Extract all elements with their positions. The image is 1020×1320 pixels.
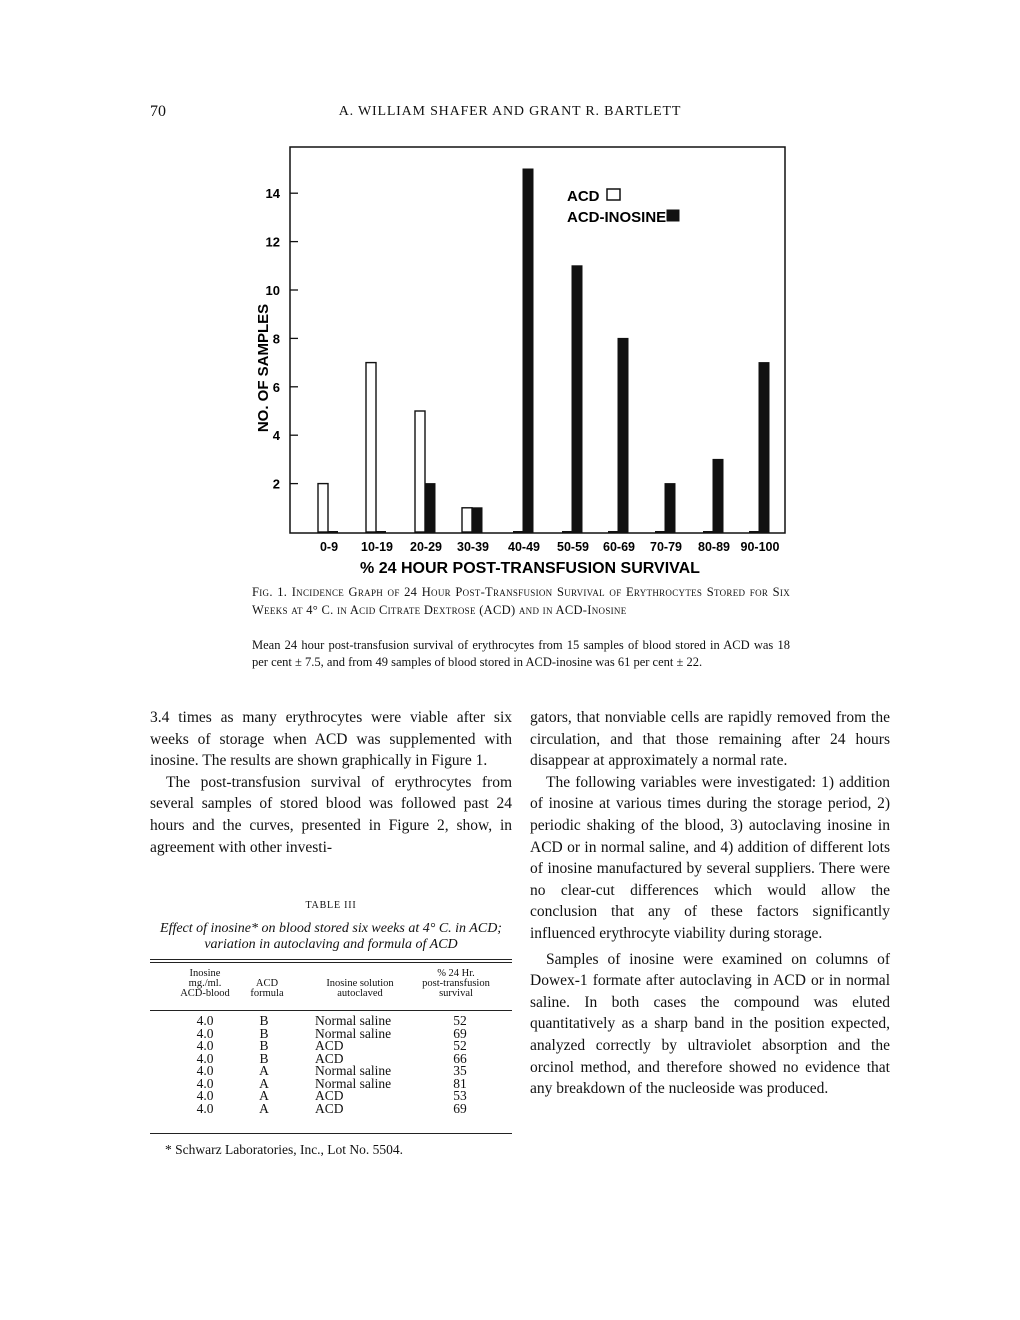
table-cell: A [259, 1100, 269, 1116]
y-tick-label: 8 [272, 331, 280, 347]
table-cell: B [259, 1038, 269, 1053]
table-cell: 4.0 [196, 1075, 214, 1091]
bar-acd-inosine [713, 459, 723, 532]
x-tick-label: 40-49 [508, 540, 540, 554]
y-tick-label: 10 [265, 283, 280, 298]
x-axis-label: % 24 HOUR POST-TRANSFUSION SURVIVAL [360, 560, 700, 577]
table-footnote: * Schwarz Laboratories, Inc., Lot No. 5504. [165, 1142, 404, 1157]
x-tick-label: 90-100 [740, 540, 780, 554]
table-cell: 81 [453, 1075, 467, 1091]
table-cell: A [259, 1063, 269, 1078]
table-cell: 4.0 [196, 1013, 214, 1028]
figure-caption-note: Mean 24 hour post-transfusion survival of erythrocytes from 15 samples of blood stored in ACD was 18 per cent ± 7.5, and from 49 samples of blood stored in ACD-inosine was 61 per cent ± 22. [252, 638, 790, 669]
legend-swatch-acd-inosine [667, 210, 679, 221]
left-column [150, 707, 512, 858]
table-cell: 52 [453, 1013, 467, 1028]
table-cell: 69 [453, 1025, 467, 1041]
table-cell: B [259, 1013, 269, 1028]
table-cell: 4.0 [196, 1050, 214, 1066]
bar-acd-inosine [523, 169, 533, 532]
x-tick-label: 20-29 [410, 540, 442, 554]
x-tick-label: 80-89 [698, 540, 730, 554]
bar-acd-inosine [618, 338, 628, 532]
table-cell: Normal saline [315, 1025, 392, 1041]
table-cell: 52 [453, 1038, 467, 1053]
table-cell: 66 [453, 1050, 467, 1066]
bar-acd-inosine [572, 266, 582, 532]
bar-acd-inosine [759, 363, 769, 532]
table-cell: Normal saline [315, 1013, 392, 1028]
table-cell: 69 [453, 1100, 467, 1116]
running-header: A. WILLIAM SHAFER AND GRANT R. BARTLETT [338, 104, 682, 119]
x-tick-label: 30-39 [457, 540, 489, 554]
y-tick-label: 2 [272, 476, 280, 492]
y-tick-label: 6 [272, 379, 280, 395]
table-title [150, 921, 512, 953]
bar-acd [366, 363, 376, 532]
paragraph: 3.4 times as many erythrocytes were viable after six weeks of storage when ACD was supplemented with inosine. The results are shown graphically in Figure 1. [150, 709, 512, 770]
table-title-line: Effect of inosine* on blood stored six weeks at 4° C. in ACD; [160, 921, 502, 936]
y-tick-label: 12 [265, 234, 280, 250]
table-header-solution: Inosine solution autoclaved [326, 978, 394, 999]
paragraph: gators, that nonviable cells are rapidly removed from the circulation, and that those remaining after 24 hours disappear at approximately a normal rate. [530, 709, 890, 770]
table-header-survival: % 24 Hr. post-transfusion survival [422, 968, 490, 999]
y-tick-label: 14 [265, 186, 280, 202]
table-cell: 53 [453, 1088, 467, 1103]
table-rule-top-double [150, 962, 512, 963]
table-rule-top [150, 959, 512, 960]
table-cell: ACD [315, 1100, 344, 1116]
bar-acd [318, 484, 328, 532]
table-cell: 4.0 [196, 1025, 214, 1041]
figure-caption-title: Fig. 1. Incidence Graph of 24 Hour Post-Transfusion Survival of Erythrocytes Stored for Six Weeks at 4° C. in Acid Citrate Dextrose (ACD) and in ACD-Inosine [252, 585, 790, 617]
table-cell: 4.0 [196, 1088, 214, 1103]
legend-swatch-acd [607, 189, 620, 200]
figure-1-chart [0, 0, 1020, 580]
bar-acd-inosine [425, 484, 435, 532]
legend-label-acd: ACD [567, 188, 600, 205]
paragraph: Samples of inosine were examined on columns of Dowex-1 formate after autoclaving in ACD or in normal saline. In both cases the compound was eluted quantitatively as a sharp band in the position expected, analyzed correctly by ultraviolet absorption and the orcinol method, and therefore showed no evidence that any breakdown of the nucleoside was produced. [530, 950, 890, 1098]
plot-frame [290, 147, 785, 533]
table-cell: B [259, 1050, 269, 1066]
table-cell: ACD [315, 1050, 344, 1066]
table-cell: 35 [453, 1063, 467, 1078]
table-cell: ACD [315, 1038, 344, 1053]
bar-acd-inosine [472, 508, 482, 532]
table-header-acd: ACD formula [250, 978, 284, 999]
table-cell: A [259, 1075, 269, 1091]
table-cell: ACD [315, 1088, 344, 1103]
paragraph: The post-transfusion survival of erythrocytes from several samples of stored blood was followed past 24 hours and the curves, presented in Figure 2, show, in agreement with other investi- [150, 773, 512, 856]
x-tick-label: 70-79 [650, 540, 682, 554]
y-tick-label: 4 [272, 428, 280, 444]
table-cell: 4.0 [196, 1100, 214, 1116]
page-number: 70 [150, 103, 166, 120]
x-tick-label: 10-19 [361, 540, 393, 554]
right-column [530, 707, 890, 1100]
table-rule-header [150, 1010, 512, 1011]
legend-label-acd-inosine: ACD-INOSINE [567, 209, 667, 226]
paragraph: The following variables were investigated: 1) addition of inosine at various times during the storage period, 2) periodic shaking of the blood, 3) autoclaving inosine in ACD or in normal saline, and 4) addition of different lots of inosine manufactured by several suppliers. There were no clear-cut differences which would allow the conclusion that any of these factors significantly influenced erythrocyte viability during storage. [530, 773, 890, 942]
x-tick-label: 60-69 [603, 540, 635, 554]
table-number: TABLE III [305, 900, 357, 911]
table-title-line: variation in autoclaving and formula of ACD [204, 937, 458, 952]
table-cell: 4.0 [196, 1038, 214, 1053]
table-rule-bottom [150, 1133, 512, 1134]
y-axis-label: NO. OF SAMPLES [255, 303, 272, 433]
table-cell: B [259, 1025, 269, 1041]
table-cell: A [259, 1088, 269, 1103]
bar-acd [462, 508, 472, 532]
table-cell: Normal saline [315, 1075, 392, 1091]
bar-acd [415, 411, 425, 532]
table-cell: 4.0 [196, 1063, 214, 1078]
x-tick-label: 50-59 [557, 540, 589, 554]
table-header-inosine: Inosine mg./ml. ACD-blood [180, 968, 230, 999]
bar-acd-inosine [665, 484, 675, 532]
table-cell: Normal saline [315, 1063, 392, 1078]
x-tick-label: 0-9 [319, 540, 339, 554]
